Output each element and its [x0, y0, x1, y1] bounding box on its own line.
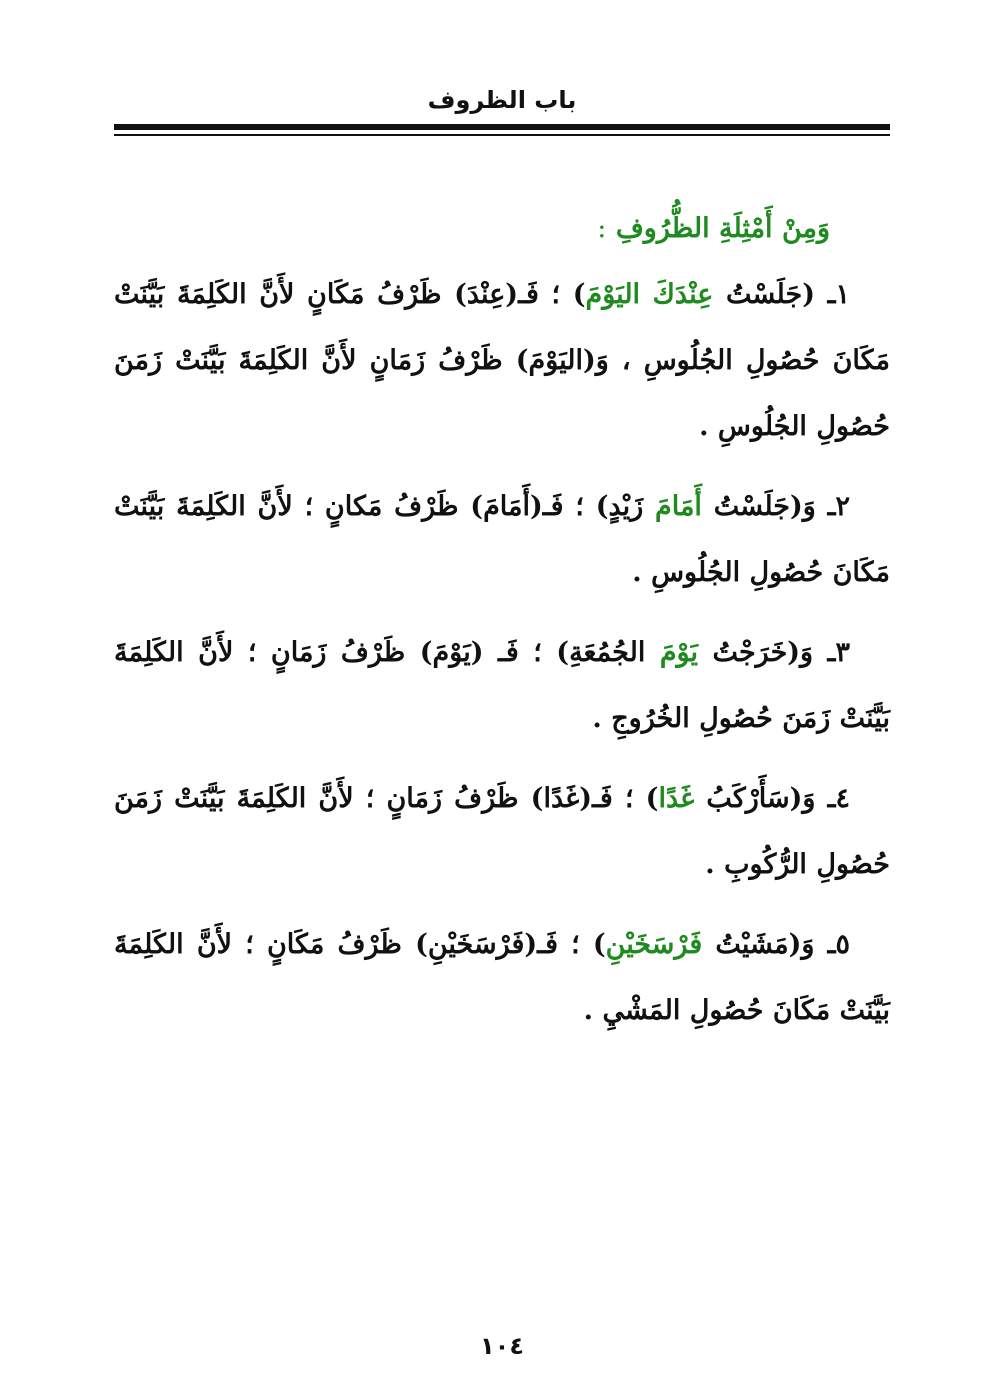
page-content [114, 196, 890, 1058]
header-rule-thick [114, 124, 890, 130]
example-5-post: ) ؛ فَـ(فَرْسَخَيْنِ) ظَرْفُ مَكَانٍ ؛ لأَنَّ الكَلِمَةَ بَيَّنَتْ مَكَانَ حُصُولِ المَشْيِ . [114, 929, 890, 1026]
example-1-post: ) ؛ فَـ(عِنْدَ) ظَرْفُ مَكَانٍ لأَنَّ الكَلِمَةَ بَيَّنَتْ مَكَانَ حُصُولِ الجُلُوسِ ، وَ(اليَوْمَ) ظَرْفُ زَمَانٍ لأَنَّ الكَلِمَةَ بَيَّنَتْ زَمَنَ حُصُولِ الجُلُوسِ . [114, 279, 890, 442]
example-3-pre: ٣ـ وَ(خَرَجْتُ [698, 637, 850, 668]
running-header: باب الظروف [427, 86, 577, 114]
example-4-post: ) ؛ فَـ(غَدًا) ظَرْفُ زَمَانٍ ؛ لأَنَّ الكَلِمَةَ بَيَّنَتْ زَمَنَ حُصُولِ الرُّكُوبِ . [114, 783, 890, 880]
section-heading-text: وَمِنْ أَمْثِلَةِ الظُّرُوفِ [615, 213, 830, 244]
header-rule-thin [114, 134, 890, 136]
example-4-highlight: غَدًا [658, 783, 695, 814]
example-2-post: زَيْدٍ) ؛ فَـ(أَمَامَ) ظَرْفُ مَكانٍ ؛ لأَنَّ الكَلِمَةَ بَيَّنَتْ مَكَانَ حُصُولِ الجُلُوسِ . [114, 491, 890, 588]
example-1-pre: ١ـ (جَلَسْتُ [713, 279, 851, 310]
example-4-pre: ٤ـ وَ(سَأَرْكَبُ [694, 783, 850, 814]
example-2 [114, 474, 890, 606]
section-heading [114, 196, 890, 262]
example-1 [114, 262, 890, 460]
example-2-highlight: أَمَامَ [655, 491, 702, 522]
example-2-pre: ٢ـ وَ(جَلَسْتُ [701, 491, 850, 522]
example-3 [114, 620, 890, 752]
example-4 [114, 766, 890, 898]
page-number: ١٠٤ [480, 1332, 524, 1360]
example-3-highlight: يَوْمَ [659, 637, 698, 668]
section-heading-colon: : [597, 213, 607, 244]
example-3-post: الجُمُعَةِ) ؛ فَـ (يَوْمَ) ظَرْفُ زَمَانٍ ؛ لأَنَّ الكَلِمَةَ بَيَّنَتْ زَمَنَ حُصُولِ الخُرُوجِ . [114, 637, 890, 734]
example-1-highlight: عِنْدَكَ اليَوْمَ [585, 279, 714, 310]
example-5 [114, 912, 890, 1044]
example-5-highlight: فَرْسَخَيْنِ [605, 929, 703, 960]
example-5-pre: ٥ـ وَ(مَشَيْتُ [702, 929, 850, 960]
